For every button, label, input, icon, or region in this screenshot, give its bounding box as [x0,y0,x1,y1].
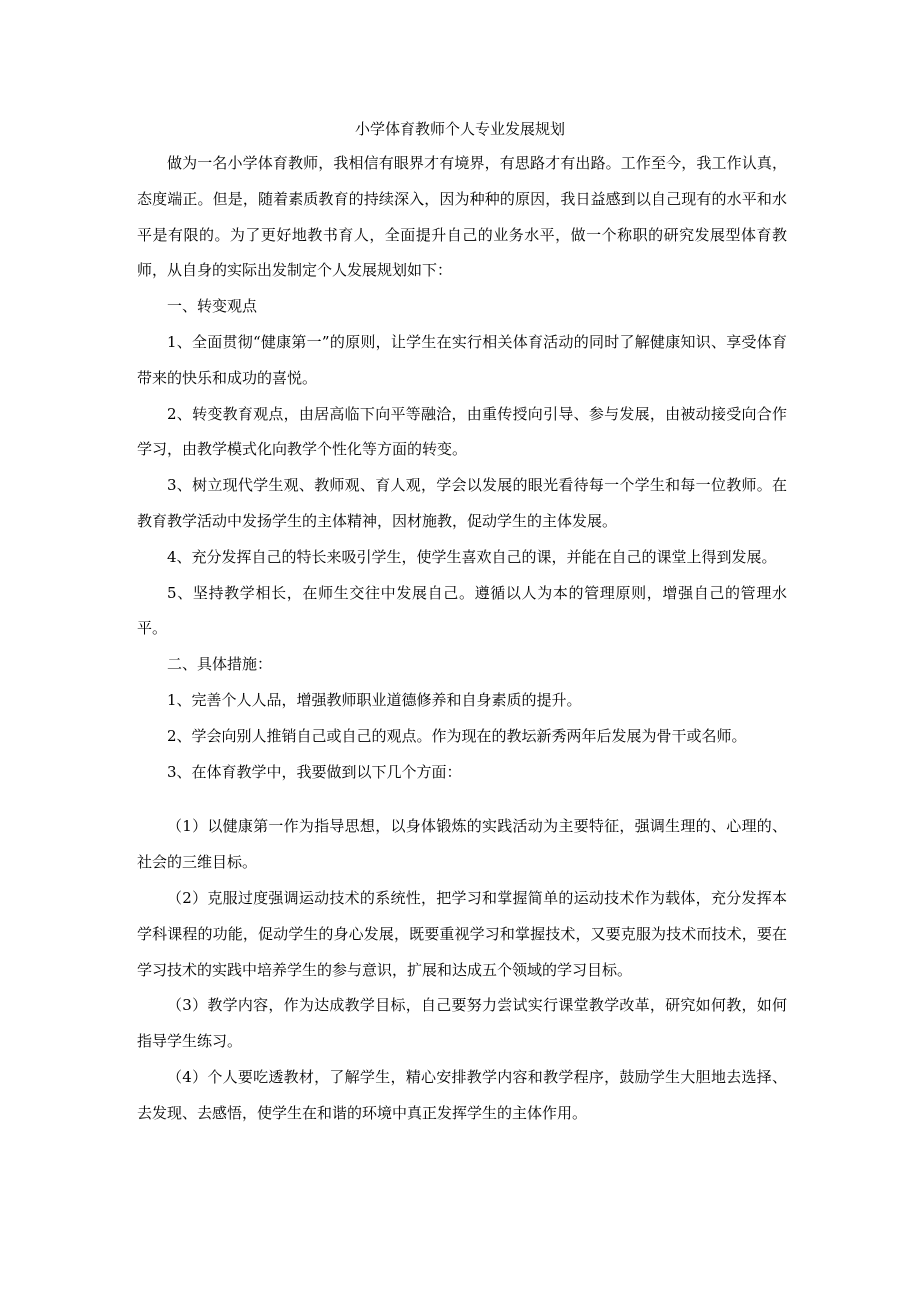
paragraph: （1）以健康第一作为指导思想，以身体锻炼的实践活动为主要特征，强调生理的、心理的、社会的三维目标。 [137,817,787,872]
paragraph: 1、全面贯彻“健康第一”的原则，让学生在实行相关体育活动的同时了解健康知识、享受体育带来的快乐和成功的喜悦。 [137,332,787,387]
document-title: 小学体育教师个人专业发展规划 [354,120,565,138]
section-heading-1: 一、转变观点 [167,297,258,316]
paragraph: （2）克服过度强调运动技术的系统性，把学习和掌握简单的运动技术作为载体，充分发挥本学科课程的功能，促动学生的身心发展，既要重视学习和掌握技术，又要克服为技术而技术，要在学习技术的实践中培养学生的参与意识，扩展和达成五个领域的学习目标。 [137,888,787,979]
paragraph: 3、树立现代学生观、教师观、育人观，学会以发展的眼光看待每一个学生和每一位教师。在教育教学活动中发扬学生的主体精神，因材施教，促动学生的主体发展。 [137,476,787,530]
paragraph: 3、在体育教学中，我要做到以下几个方面： [167,762,462,781]
paragraph: （4）个人要吃透教材，了解学生，精心安排教学内容和教学程序，鼓励学生大胆地去选择、去发现、去感悟，使学生在和谐的环境中真正发挥学生的主体作用。 [137,1067,787,1122]
paragraph: 1、完善个人人品，增强教师职业道德修养和自身素质的提升。 [167,690,582,709]
paragraph: 4、充分发挥自己的特长来吸引学生，使学生喜欢自己的课，并能在自己的课堂上得到发展。 [167,547,777,566]
intro-paragraph: 做为一名小学体育教师，我相信有眼界才有境界，有思路才有出路。工作至今，我工作认真，态度端正。但是，随着素质教育的持续深入，因为种种的原因，我日益感到以自己现有的水平和水平是有限的。为了更好地教书育人，全面提升自己的业务水平，做一个称职的研究发展型体育教师，从自身的实际出发制定个人发展规划如下： [137,154,787,280]
document-body [137,146,787,1132]
paragraph: 2、学会向别人推销自己或自己的观点。作为现在的教坛新秀两年后发展为骨干或名师。 [167,726,747,745]
paragraph: （3）教学内容，作为达成教学目标，自己要努力尝试实行课堂教学改革，研究如何教，如何指导学生练习。 [137,996,787,1051]
paragraph: 2、转变教育观点，由居高临下向平等融洽，由重传授向引导、参与发展，由被动接受向合作学习，由教学模式化向教学个性化等方面的转变。 [137,404,787,459]
paragraph: 5、坚持教学相长，在师生交往中发展自己。遵循以人为本的管理原则，增强自己的管理水平。 [137,583,787,638]
section-heading-2: 二、具体措施： [167,655,273,674]
